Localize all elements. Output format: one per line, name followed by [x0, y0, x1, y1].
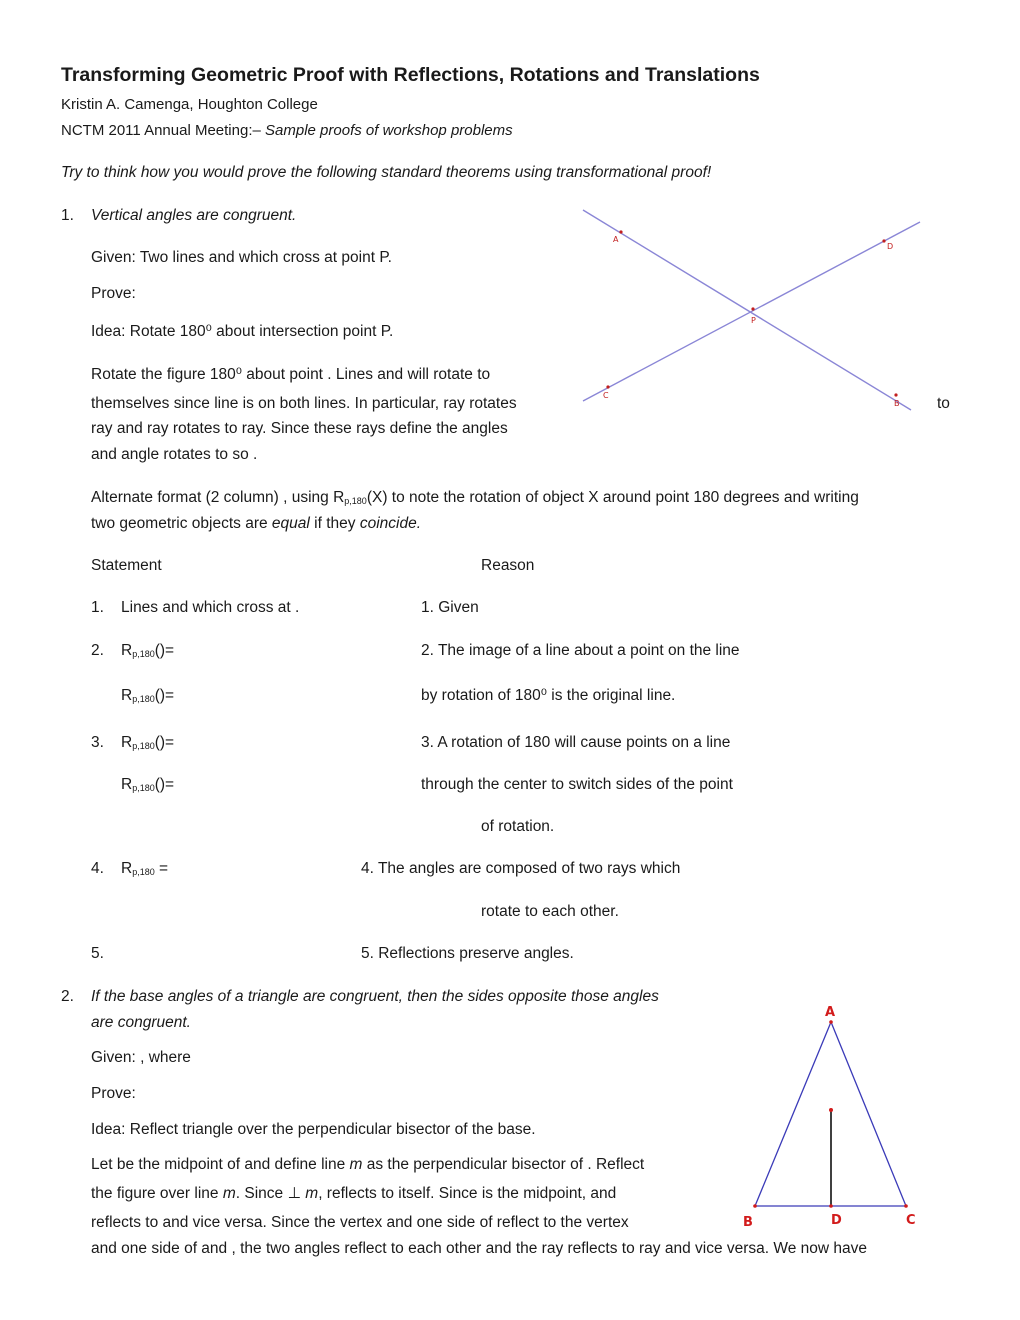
- problem-2-prove: Prove:: [91, 1085, 136, 1102]
- label-d: D: [887, 242, 894, 251]
- problem-2-para-line-1: Let be the midpoint of and define line m as the perpendicular bisector of . Reflect: [91, 1156, 645, 1173]
- statement-2-number: 2.: [91, 642, 104, 659]
- vertex-b: [753, 1204, 757, 1208]
- isosceles-triangle-figure: [735, 1000, 935, 1232]
- label-a: A: [825, 1005, 836, 1020]
- line-ab: [583, 210, 911, 410]
- problem-1-para-line-2: themselves since line is on both lines. In particular, ray rotates: [91, 395, 517, 412]
- problem-1-para-line-1: Rotate the figure 180⁰ about point . Lines and will rotate to: [91, 366, 491, 383]
- label-c: C: [906, 1213, 916, 1228]
- problem-1-prove: Prove:: [91, 285, 136, 302]
- point-b: [894, 393, 897, 396]
- label-a: A: [613, 235, 619, 244]
- meeting-line: NCTM 2011 Annual Meeting:– Sample proofs of workshop problems: [61, 122, 513, 139]
- statement-4-number: 4.: [91, 860, 104, 877]
- statement-header: Statement: [91, 557, 162, 574]
- problem-1-para-line-4: and angle rotates to so .: [91, 446, 258, 463]
- reason-2b: by rotation of 180⁰ is the original line.: [421, 687, 676, 704]
- reason-3a: 3. A rotation of 180 will cause points on a line: [421, 734, 731, 751]
- label-p: P: [751, 316, 756, 325]
- reason-4a: 4. The angles are composed of two rays which: [361, 860, 681, 877]
- problem-1-heading: Vertical angles are congruent.: [91, 207, 297, 224]
- vertical-angles-figure: [575, 205, 935, 420]
- problem-1-para-line-3: ray and ray rotates to ray. Since these rays define the angles: [91, 420, 508, 437]
- side-ac: [831, 1022, 906, 1206]
- problem-1-para-to: to: [937, 395, 950, 412]
- reason-header: Reason: [481, 557, 535, 574]
- statement-3a: $R_{p,180}()=$: [121, 734, 175, 751]
- problem-2-para-line-4: and one side of and , the two angles reflect to each other and the ray reflects to ray and vice versa. We now have: [91, 1240, 868, 1257]
- reason-3b: through the center to switch sides of the point: [421, 776, 733, 793]
- problem-1-given: Given: Two lines and which cross at point P.: [91, 249, 392, 266]
- label-c: C: [603, 391, 609, 400]
- alternate-format-line-2: two geometric objects are equal if they coincide.: [91, 515, 422, 532]
- statement-5-number: 5.: [91, 945, 104, 962]
- problem-1-number: 1.: [61, 207, 74, 224]
- bisector-point: [829, 1108, 833, 1112]
- problem-2-heading-line-2: are congruent.: [91, 1014, 191, 1031]
- statement-1-number: 1.: [91, 599, 104, 616]
- alternate-format-line-1: Alternate format (2 column) , using $R_{p,180}(X)$ to note the rotation of object X around point 180 degrees and writing: [91, 489, 859, 506]
- problem-2-given: Given: , where: [91, 1049, 191, 1066]
- statement-2a: $R_{p,180}()=$: [121, 642, 175, 659]
- label-b: B: [894, 399, 900, 408]
- author-line: Kristin A. Camenga, Houghton College: [61, 96, 318, 113]
- statement-4: $R_{p,180}$ =: [121, 860, 169, 877]
- point-d: [882, 239, 885, 242]
- reason-5: 5. Reflections preserve angles.: [361, 945, 574, 962]
- line-cd: [583, 222, 920, 401]
- point-p: [751, 307, 754, 310]
- statement-2b: $R_{p,180}()=$: [121, 687, 175, 704]
- statement-1: Lines and which cross at .: [121, 599, 300, 616]
- side-ab: [755, 1022, 831, 1206]
- reason-4b: rotate to each other.: [481, 903, 619, 920]
- problem-2-number: 2.: [61, 988, 74, 1005]
- problem-2-para-line-3: reflects to and vice versa. Since the vertex and one side of reflect to the vertex: [91, 1214, 629, 1231]
- reason-3c: of rotation.: [481, 818, 555, 835]
- problem-2-para-line-2: the figure over line m. Since ⊥ m, reflects to itself. Since is the midpoint, and: [91, 1185, 617, 1202]
- midpoint-d: [829, 1204, 833, 1208]
- point-a: [619, 230, 622, 233]
- page-title: Transforming Geometric Proof with Reflections, Rotations and Translations: [61, 64, 760, 86]
- label-d: D: [831, 1213, 842, 1228]
- point-c: [606, 385, 609, 388]
- problem-1-idea: Idea: Rotate 180⁰ about intersection point P.: [91, 323, 394, 340]
- intro-text: Try to think how you would prove the following standard theorems using transformational proof!: [61, 164, 712, 181]
- vertex-c: [904, 1204, 908, 1208]
- vertex-a: [829, 1020, 833, 1024]
- problem-2-idea: Idea: Reflect triangle over the perpendicular bisector of the base.: [91, 1121, 536, 1138]
- reason-1: 1. Given: [421, 599, 479, 616]
- reason-2a: 2. The image of a line about a point on the line: [421, 642, 740, 659]
- statement-3b: $R_{p,180}()=$: [121, 776, 175, 793]
- problem-2-heading-line-1: If the base angles of a triangle are congruent, then the sides opposite those angles: [91, 988, 659, 1005]
- statement-3-number: 3.: [91, 734, 104, 751]
- label-b: B: [743, 1215, 753, 1230]
